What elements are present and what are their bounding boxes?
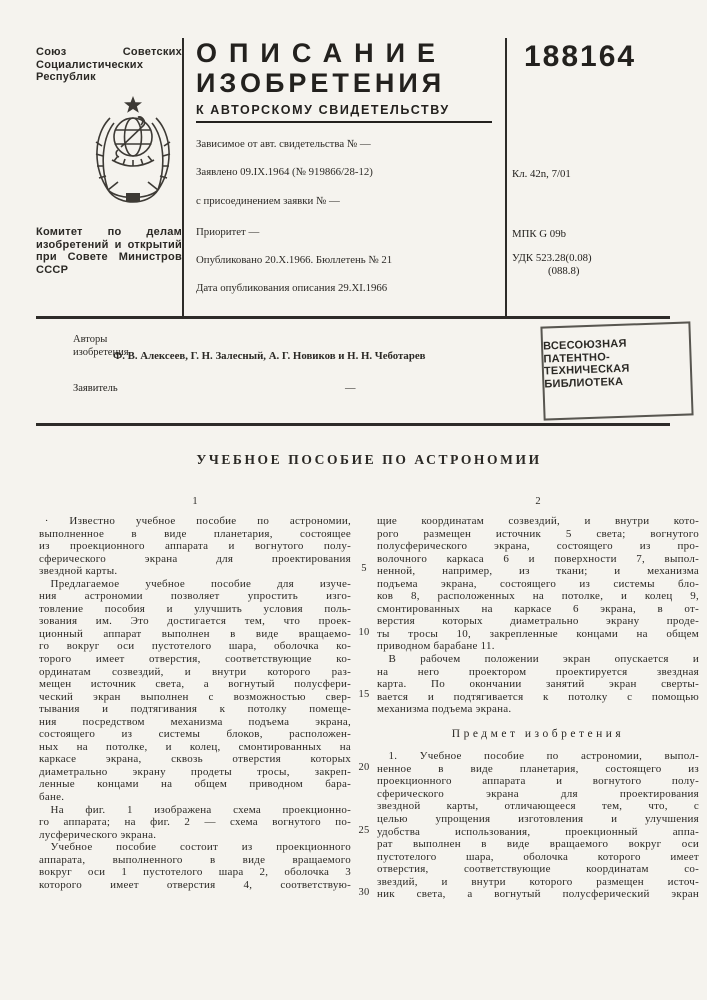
authors-label-line1: Авторы: [73, 334, 108, 345]
document-kind-title: [196, 38, 496, 123]
title-subtitle: К АВТОРСКОМУ СВИДЕТЕЛЬСТВУ: [196, 103, 450, 117]
authors-names: Ф. В. Алексеев, Г. Н. Залесный, А. Г. Новиков и Н. Н. Чеботарев: [113, 350, 426, 362]
patent-number: 188164: [524, 40, 637, 73]
field-joined-application: с присоединением заявки № —: [196, 195, 340, 207]
claims-heading: Предмет изобретения: [451, 727, 625, 740]
title-opisanie: ОПИСАНИЕ: [196, 38, 448, 68]
subtitle-underline: [196, 121, 492, 123]
union-name: Союз Советских Социалистических Республик: [36, 46, 182, 84]
udk-code: [512, 252, 592, 278]
field-published: Опубликовано 20.X.1966. Бюллетень № 21: [196, 254, 393, 266]
field-application-date: Заявлено 09.IX.1964 (№ 919866/28-12): [196, 166, 373, 178]
header-right-divider: [505, 38, 507, 318]
authors-bottom-rule: [36, 423, 670, 426]
field-priority: Приоритет —: [196, 226, 260, 238]
committee-name: Комитет по делам изобретений и открытий при Совете Министров СССР: [36, 226, 182, 276]
mpk-code: МПК G 09b: [512, 228, 566, 240]
column-numbers: [39, 496, 699, 507]
udk-line2: (088.8): [548, 265, 580, 277]
text-column-1: · Известно учебное пособие по астрономии, выполненное в виде планетария, состоящее из проекционного аппарата и вогнутого полу- сферического экрана для проектирования звездной карты. Предлагаемое учебное пособие для изуче- ния астрономии позволяет упростить изго- товление пособия и улучшить условия поль- зования им. Это достигается тем, что проек- ционный аппарат выполнен в виде вращаемо- го вокруг оси пустотелого шара, оболочка ко- торого имеет отверстия, соответствующие ко- ординатам созвездий, и внутри которого раз- мещен источник света, а вогнутый полусфери- ческий экран выполнен с возможностью свер- тывания и подтягивания к потолку помеще- ния посредством механизма подъема экрана, состоящего из системы блоков, расположен- ных на потолке, и колец, смонтированных на каркасе экрана, сквозь отверстия которых диаметрально экрану продеты тросы, закреп- ленные концами на общем приводном бара- бане. На фиг. 1 изображена схема проекционно- го аппарата; на фиг. 2 — схема вогнутого по- лусферического экрана. Учебное пособие состоит из проекционного аппарата, выполненного в виде вращаемого вокруг оси 1 пустотелого шара 2, оболочка 3 которого имеет отверстия 4, соответствую-: [39, 515, 351, 891]
udk-line1: УДК 523.28(0.08): [512, 252, 592, 264]
ussr-coat-of-arms-icon: [88, 94, 178, 219]
column-number-gutter: [351, 496, 377, 507]
applicant-value: —: [345, 383, 356, 394]
field-description-date: Дата опубликования описания 29.XI.1966: [196, 282, 388, 294]
body-columns: [39, 515, 699, 901]
column-2-claims: 1. Учебное пособие по астрономии, выпол- ненное в виде планетария, состоящего из проекционного аппарата и вогнутого полу- сферического экрана для проектирования звездной карты, отличающееся тем, что, с целью упрощения изготовления и улучшения удобства использования, проекционный аппа- рат выполнен в виде вращаемого вокруг оси пустотелого шара, оболочка которого имеет отверстия, соответствующие координатам со- звездий, и внутри которого размещен источ- ник света, а вогнутый полусферический экран: [377, 750, 699, 901]
field-dependent-certificate: Зависимое от авт. свидетельства № —: [196, 138, 371, 150]
authors-label-line2: изобретения: [73, 347, 129, 358]
applicant-label: Заявитель: [73, 383, 118, 394]
invention-title: УЧЕБНОЕ ПОСОБИЕ ПО АСТРОНОМИИ: [196, 452, 542, 467]
column-1-number: 1: [192, 496, 198, 507]
header-bottom-rule: [36, 316, 670, 319]
column-2-description: щие координатам созвездий, и внутри кото- рого размещен источник 5 света; вогнутого полусферического экрана, состоящего из про- волочного каркаса 6 и поверхности 7, выпол- ненной, например, из ткани; и механизма подъема экрана, состоящего из системы бло- ков 8, расположенных на потолке, и колец 9, смонтированных на каркасе 6 экрана, в от- верстия которых диаметрально экрану проде- ты тросы 10, закрепленные концами на общем приводном барабане 11. В рабочем положении экран опускается и на него проектором проектируется звездная карта. По окончании занятий экран сверты- вается и подтягивается к потолку с помощью механизма подъема экрана.: [377, 515, 699, 716]
text-column-2: [377, 515, 699, 901]
library-stamp: ВСЕСОЮЗНАЯ ПАТЕНТНО- ТЕХНИЧЕСКАЯ БИБЛИОТЕКА: [540, 321, 693, 420]
line-number-gutter: 5 10 15 20 25 30: [358, 563, 370, 898]
header-left-divider: [182, 38, 184, 318]
column-2-number: 2: [535, 496, 541, 507]
class-code: Кл. 42n, 7/01: [512, 168, 571, 180]
title-izobreteniya: ИЗОБРЕТЕНИЯ: [196, 68, 446, 98]
